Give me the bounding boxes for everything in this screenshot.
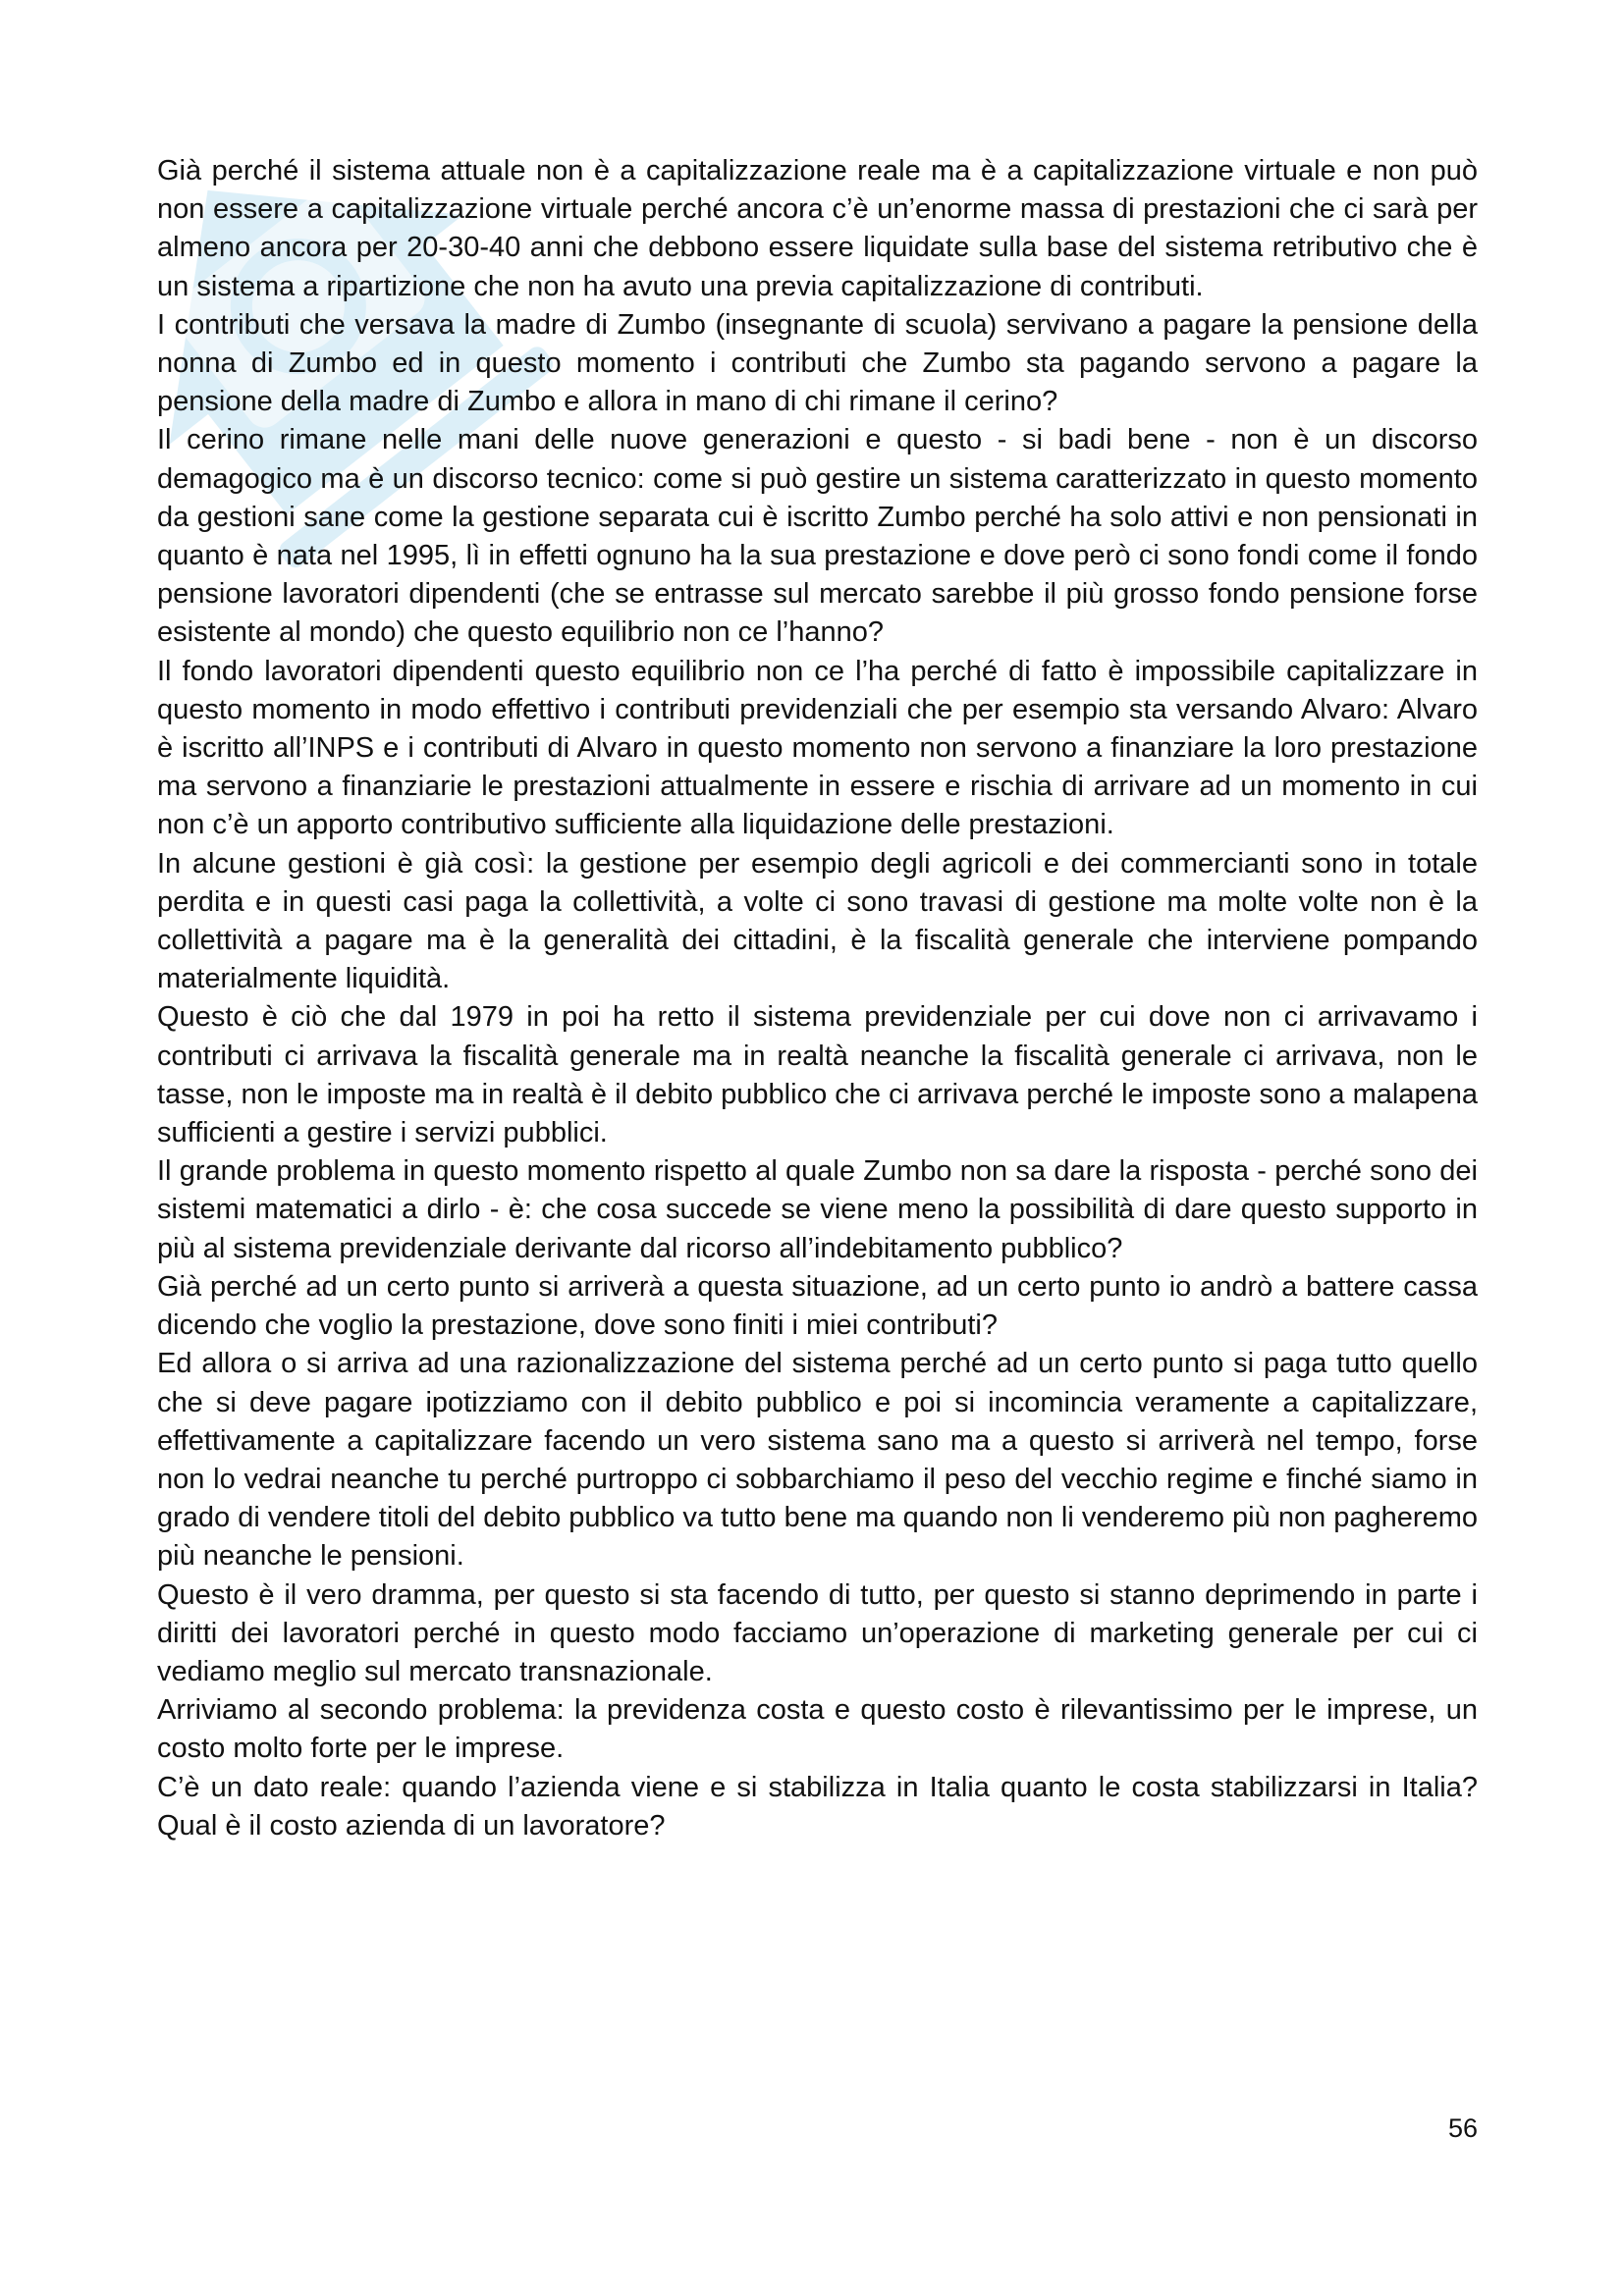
document-body — [157, 152, 1478, 1845]
paragraph: Già perché il sistema attuale non è a capitalizzazione reale ma è a capitalizzazione virtuale e non può non essere a capitalizzazione virtuale perché ancora c’è un’enorme massa di prestazioni che ci sarà per almeno ancora per 20-30-40 anni che debbono essere liquidate sulla base del sistema retributivo che è un sistema a ripartizione che non ha avuto una previa capitalizzazione di contributi. — [157, 155, 1478, 302]
paragraph: Il cerino rimane nelle mani delle nuove generazioni e questo - si badi bene - non è un discorso demagogico ma è un discorso tecnico: come si può gestire un sistema caratterizzato in questo momento da gestioni sane come la gestione separata cui è iscritto Zumbo perché ha solo attivi e non pensionati in quanto è nata nel 1995, lì in effetti ognuno ha la sua prestazione e dove però ci sono fondi come il fondo pensione lavoratori dipendenti (che se entrasse sul mercato sarebbe il più grosso fondo pensione forse esistente al mondo) che questo equilibrio non ce l’hanno? — [157, 424, 1478, 649]
paragraph: Questo è ciò che dal 1979 in poi ha retto il sistema previdenziale per cui dove non ci arrivavamo i contributi ci arrivava la fiscalità generale ma in realtà neanche la fiscalità generale ci arrivava, non le tasse, non le imposte ma in realtà è il debito pubblico che ci arrivava perché le imposte sono a malapena sufficienti a gestire i servizi pubblici. — [157, 1001, 1478, 1149]
paragraph: Questo è il vero dramma, per questo si sta facendo di tutto, per questo si stanno deprimendo in parte i diritti dei lavoratori perché in questo modo facciamo un’operazione di marketing generale per cui ci vediamo meglio sul mercato transnazionale. — [157, 1578, 1478, 1687]
paragraph: I contributi che versava la madre di Zumbo (insegnante di scuola) servivano a pagare la pensione della nonna di Zumbo ed in questo momento i contributi che Zumbo sta pagando servono a pagare la pensione della madre di Zumbo e allora in mano di chi rimane il cerino? — [157, 308, 1478, 418]
paragraph: Ed allora o si arriva ad una razionalizzazione del sistema perché ad un certo punto si paga tutto quello che si deve pagare ipotizziamo con il debito pubblico e poi si incomincia veramente a capitalizzare, effettivamente a capitalizzare facendo un vero sistema sano ma a questo si arriverà nel tempo, forse non lo vedrai neanche tu perché purtroppo ci sobbarchiamo il peso del vecchio regime e finché siamo in grado di vendere titoli del debito pubblico va tutto bene ma quando non li venderemo più non pagheremo più neanche le pensioni. — [157, 1348, 1478, 1573]
paragraph: Il fondo lavoratori dipendenti questo equilibrio non ce l’ha perché di fatto è impossibile capitalizzare in questo momento in modo effettivo i contributi previdenziali che per esempio sta versando Alvaro: Alvaro è iscritto all’INPS e i contributi di Alvaro in questo momento non servono a finanziare la loro prestazione ma servono a finanziarie le prestazioni attualmente in essere e rischia di arrivare ad un momento in cui non c’è un apporto contributivo sufficiente alla liquidazione delle prestazioni. — [157, 655, 1478, 841]
paragraph: C’è un dato reale: quando l’azienda viene e si stabilizza in Italia quanto le costa stabilizzarsi in Italia? Qual è il costo azienda di un lavoratore? — [157, 1771, 1478, 1842]
paragraph: In alcune gestioni è già così: la gestione per esempio degli agricoli e dei commercianti sono in totale perdita e in questi casi paga la collettività, a volte ci sono travasi di gestione ma molte volte non è la collettività a pagare ma è la generalità dei cittadini, è la fiscalità generale che interviene pompando materialmente liquidità. — [157, 847, 1478, 995]
paragraph: Il grande problema in questo momento rispetto al quale Zumbo non sa dare la risposta - perché sono dei sistemi matematici a dirlo - è: che cosa succede se viene meno la possibilità di dare questo supporto in più al sistema previdenziale derivante dal ricorso all’indebitamento pubblico? — [157, 1155, 1478, 1264]
paragraph: Arriviamo al secondo problema: la previdenza costa e questo costo è rilevantissimo per le imprese, un costo molto forte per le imprese. — [157, 1694, 1478, 1765]
paragraph: Già perché ad un certo punto si arriverà a questa situazione, ad un certo punto io andrò a battere cassa dicendo che voglio la prestazione, dove sono finiti i miei contributi? — [157, 1270, 1478, 1342]
page-number: 56 — [1447, 2113, 1478, 2143]
